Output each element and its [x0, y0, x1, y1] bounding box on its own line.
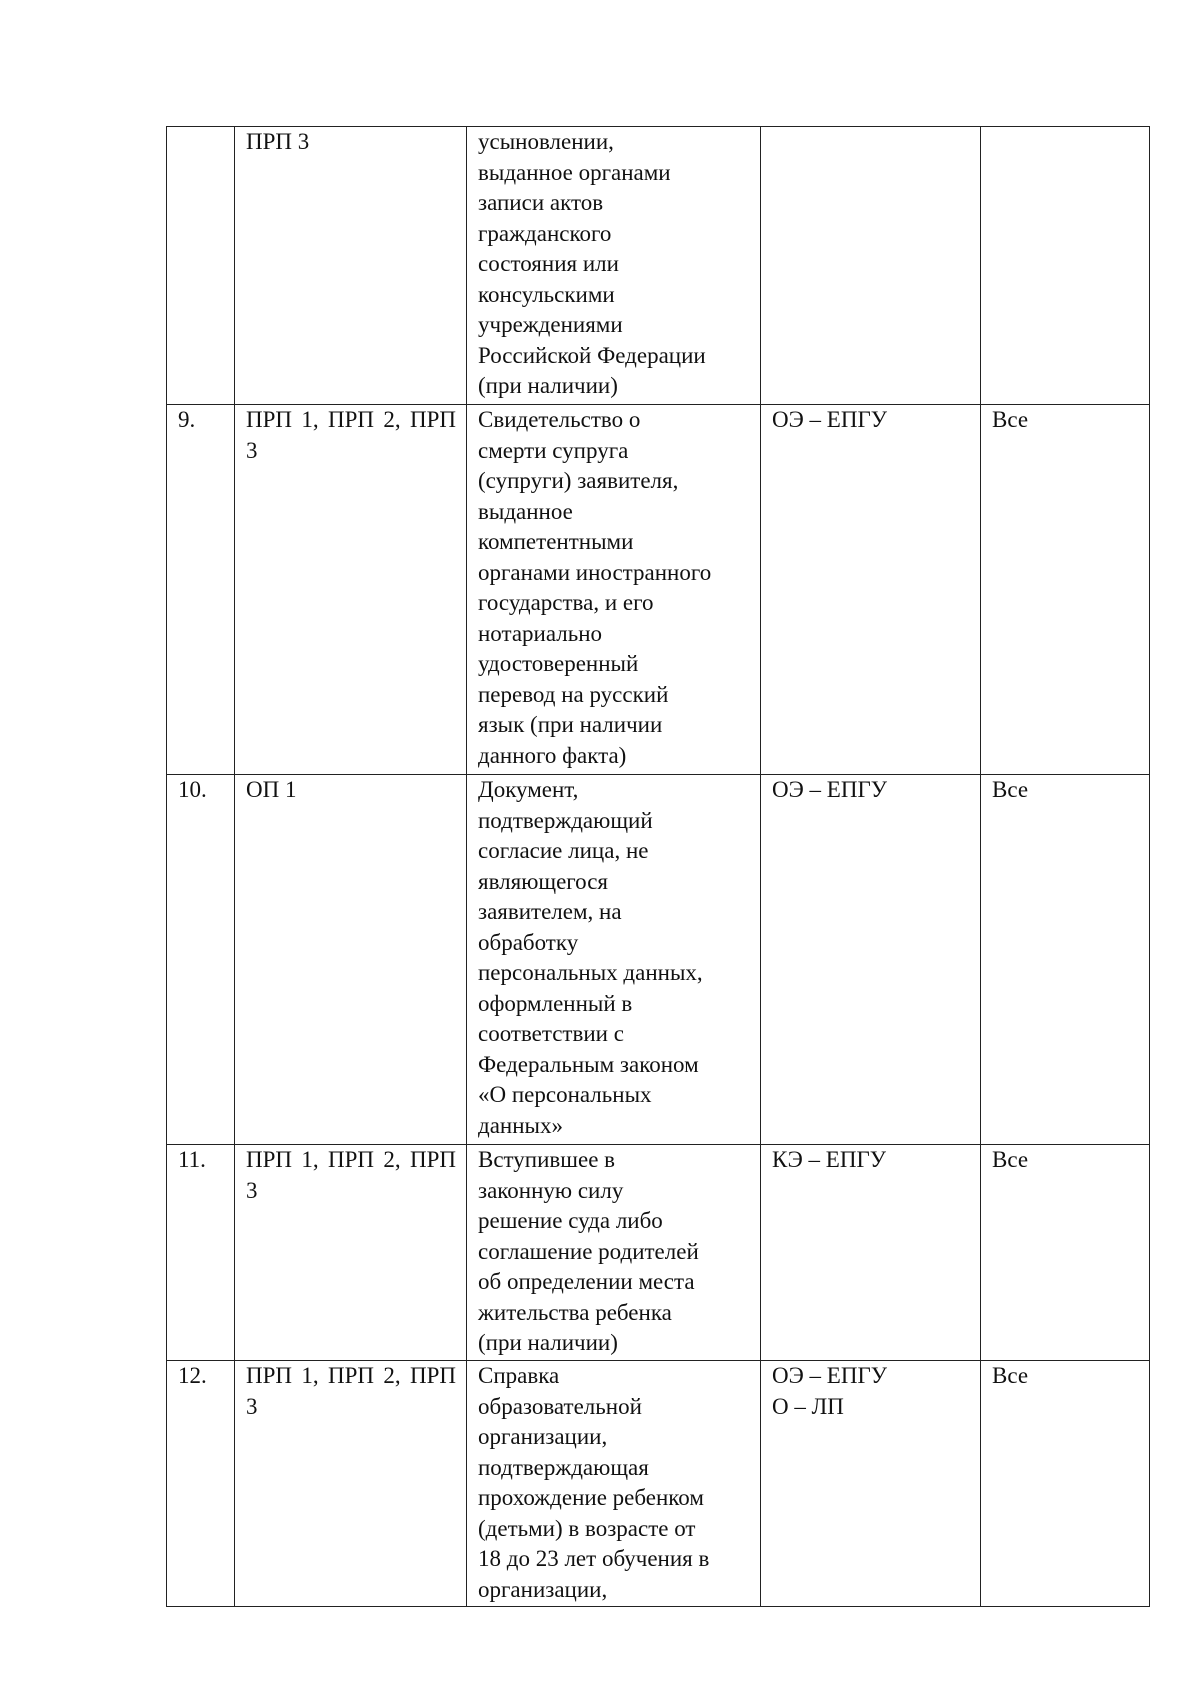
document-name-line: Российской Федерации	[478, 342, 706, 368]
document-name-line: обработку	[478, 929, 579, 955]
document-name-cell	[467, 127, 761, 405]
document-name-line: заявителем, на	[478, 899, 622, 924]
document-name-line: подтверждающий	[478, 807, 653, 833]
documents-table-body	[167, 127, 1150, 1607]
category-cell: Все	[981, 405, 1150, 775]
document-name-line: 18 до 23 лет обучения в	[478, 1546, 710, 1571]
document-name-line: смерти супруга	[478, 437, 629, 463]
document-name-line: Документ,	[478, 777, 579, 802]
document-name-line: законную силу	[478, 1177, 624, 1203]
document-name-line: (детьми) в возрасте от	[478, 1515, 696, 1541]
submission-method-cell	[761, 405, 981, 775]
document-name-line: учреждениями	[478, 312, 623, 337]
document-name-line: перевод на русский	[478, 681, 669, 707]
submission-method-line: ОЭ – ЕПГУ	[772, 407, 888, 432]
document-name-line: данного факта)	[478, 742, 627, 768]
table-row	[167, 1361, 1150, 1607]
document-name-line: выданное	[478, 498, 573, 524]
document-name-line: (при наличии)	[478, 1330, 618, 1355]
submission-method-line: О – ЛП	[772, 1393, 844, 1419]
category-cell: Все	[981, 1145, 1150, 1361]
submission-method-line: ОЭ – ЕПГУ	[772, 777, 888, 802]
document-name-line: Вступившее в	[478, 1147, 616, 1172]
table-row	[167, 127, 1150, 405]
table-row	[167, 1145, 1150, 1361]
row-number-cell: 12.	[167, 1361, 235, 1607]
document-name-line: об определении места	[478, 1269, 695, 1294]
category-cell	[981, 127, 1150, 405]
document-name-line: язык (при наличии	[478, 712, 663, 737]
applicant-groups-cell	[235, 1361, 467, 1607]
applicant-groups-cell	[235, 1145, 467, 1361]
document-name-line: организации,	[478, 1424, 608, 1449]
document-name-line: консульскими	[478, 281, 615, 307]
document-name-line: органами иностранного	[478, 559, 712, 585]
document-name-line: состояния или	[478, 251, 619, 276]
document-name-cell	[467, 405, 761, 775]
document-name-line: образовательной	[478, 1393, 642, 1419]
applicant-groups-text: ПРП 1, ПРП 2, ПРП 3	[246, 1147, 456, 1203]
submission-method-line: ОЭ – ЕПГУ	[772, 1363, 888, 1388]
submission-method-cell	[761, 1145, 981, 1361]
documents-table	[166, 126, 1150, 1607]
document-name-line: данных»	[478, 1112, 563, 1138]
submission-method-cell	[761, 775, 981, 1145]
document-name-line: подтверждающая	[478, 1454, 649, 1480]
document-name-line: являющегося	[478, 868, 609, 894]
applicant-groups-cell	[235, 775, 467, 1145]
row-number-cell: 11.	[167, 1145, 235, 1361]
document-name-line: государства, и его	[478, 590, 654, 615]
document-name-line: нотариально	[478, 620, 603, 646]
applicant-groups-cell	[235, 127, 467, 405]
document-name-line: записи актов	[478, 190, 604, 215]
document-name-line: Справка	[478, 1363, 560, 1388]
document-name-line: (супруги) заявителя,	[478, 468, 679, 493]
applicant-groups-text: ПРП 3	[246, 129, 310, 154]
submission-method-cell	[761, 1361, 981, 1607]
document-name-line: Федеральным законом	[478, 1051, 699, 1077]
document-name-line: согласие лица, не	[478, 838, 649, 863]
document-name-line: выданное органами	[478, 159, 671, 185]
document-name-line: Свидетельство о	[478, 407, 641, 432]
document-name-line: удостоверенный	[478, 651, 639, 676]
document-name-cell	[467, 1361, 761, 1607]
row-number-cell	[167, 127, 235, 405]
applicant-groups-text: ПРП 1, ПРП 2, ПРП 3	[246, 1363, 456, 1419]
document-name-line: соответствии с	[478, 1021, 624, 1046]
row-number-cell: 10.	[167, 775, 235, 1145]
applicant-groups-cell	[235, 405, 467, 775]
document-name-line: усыновлении,	[478, 129, 614, 154]
document-name-line: решение суда либо	[478, 1208, 663, 1233]
document-name-line: «О персональных	[478, 1082, 652, 1107]
submission-method-line: КЭ – ЕПГУ	[772, 1147, 887, 1172]
applicant-groups-text: ОП 1	[246, 777, 297, 802]
document-name-line: жительства ребенка	[478, 1299, 672, 1325]
document-name-line: прохождение ребенком	[478, 1485, 704, 1510]
applicant-groups-text: ПРП 1, ПРП 2, ПРП 3	[246, 407, 456, 463]
document-name-line: персональных данных,	[478, 960, 703, 985]
document-name-line: (при наличии)	[478, 373, 618, 398]
table-row	[167, 775, 1150, 1145]
document-name-line: гражданского	[478, 220, 612, 246]
row-number-cell: 9.	[167, 405, 235, 775]
document-name-line: оформленный в	[478, 990, 633, 1016]
document-name-line: компетентными	[478, 529, 634, 554]
document-name-line: организации,	[478, 1576, 608, 1602]
table-row	[167, 405, 1150, 775]
category-cell: Все	[981, 1361, 1150, 1607]
document-name-line: соглашение родителей	[478, 1238, 699, 1264]
submission-method-cell	[761, 127, 981, 405]
document-name-cell	[467, 775, 761, 1145]
document-name-cell	[467, 1145, 761, 1361]
category-cell: Все	[981, 775, 1150, 1145]
